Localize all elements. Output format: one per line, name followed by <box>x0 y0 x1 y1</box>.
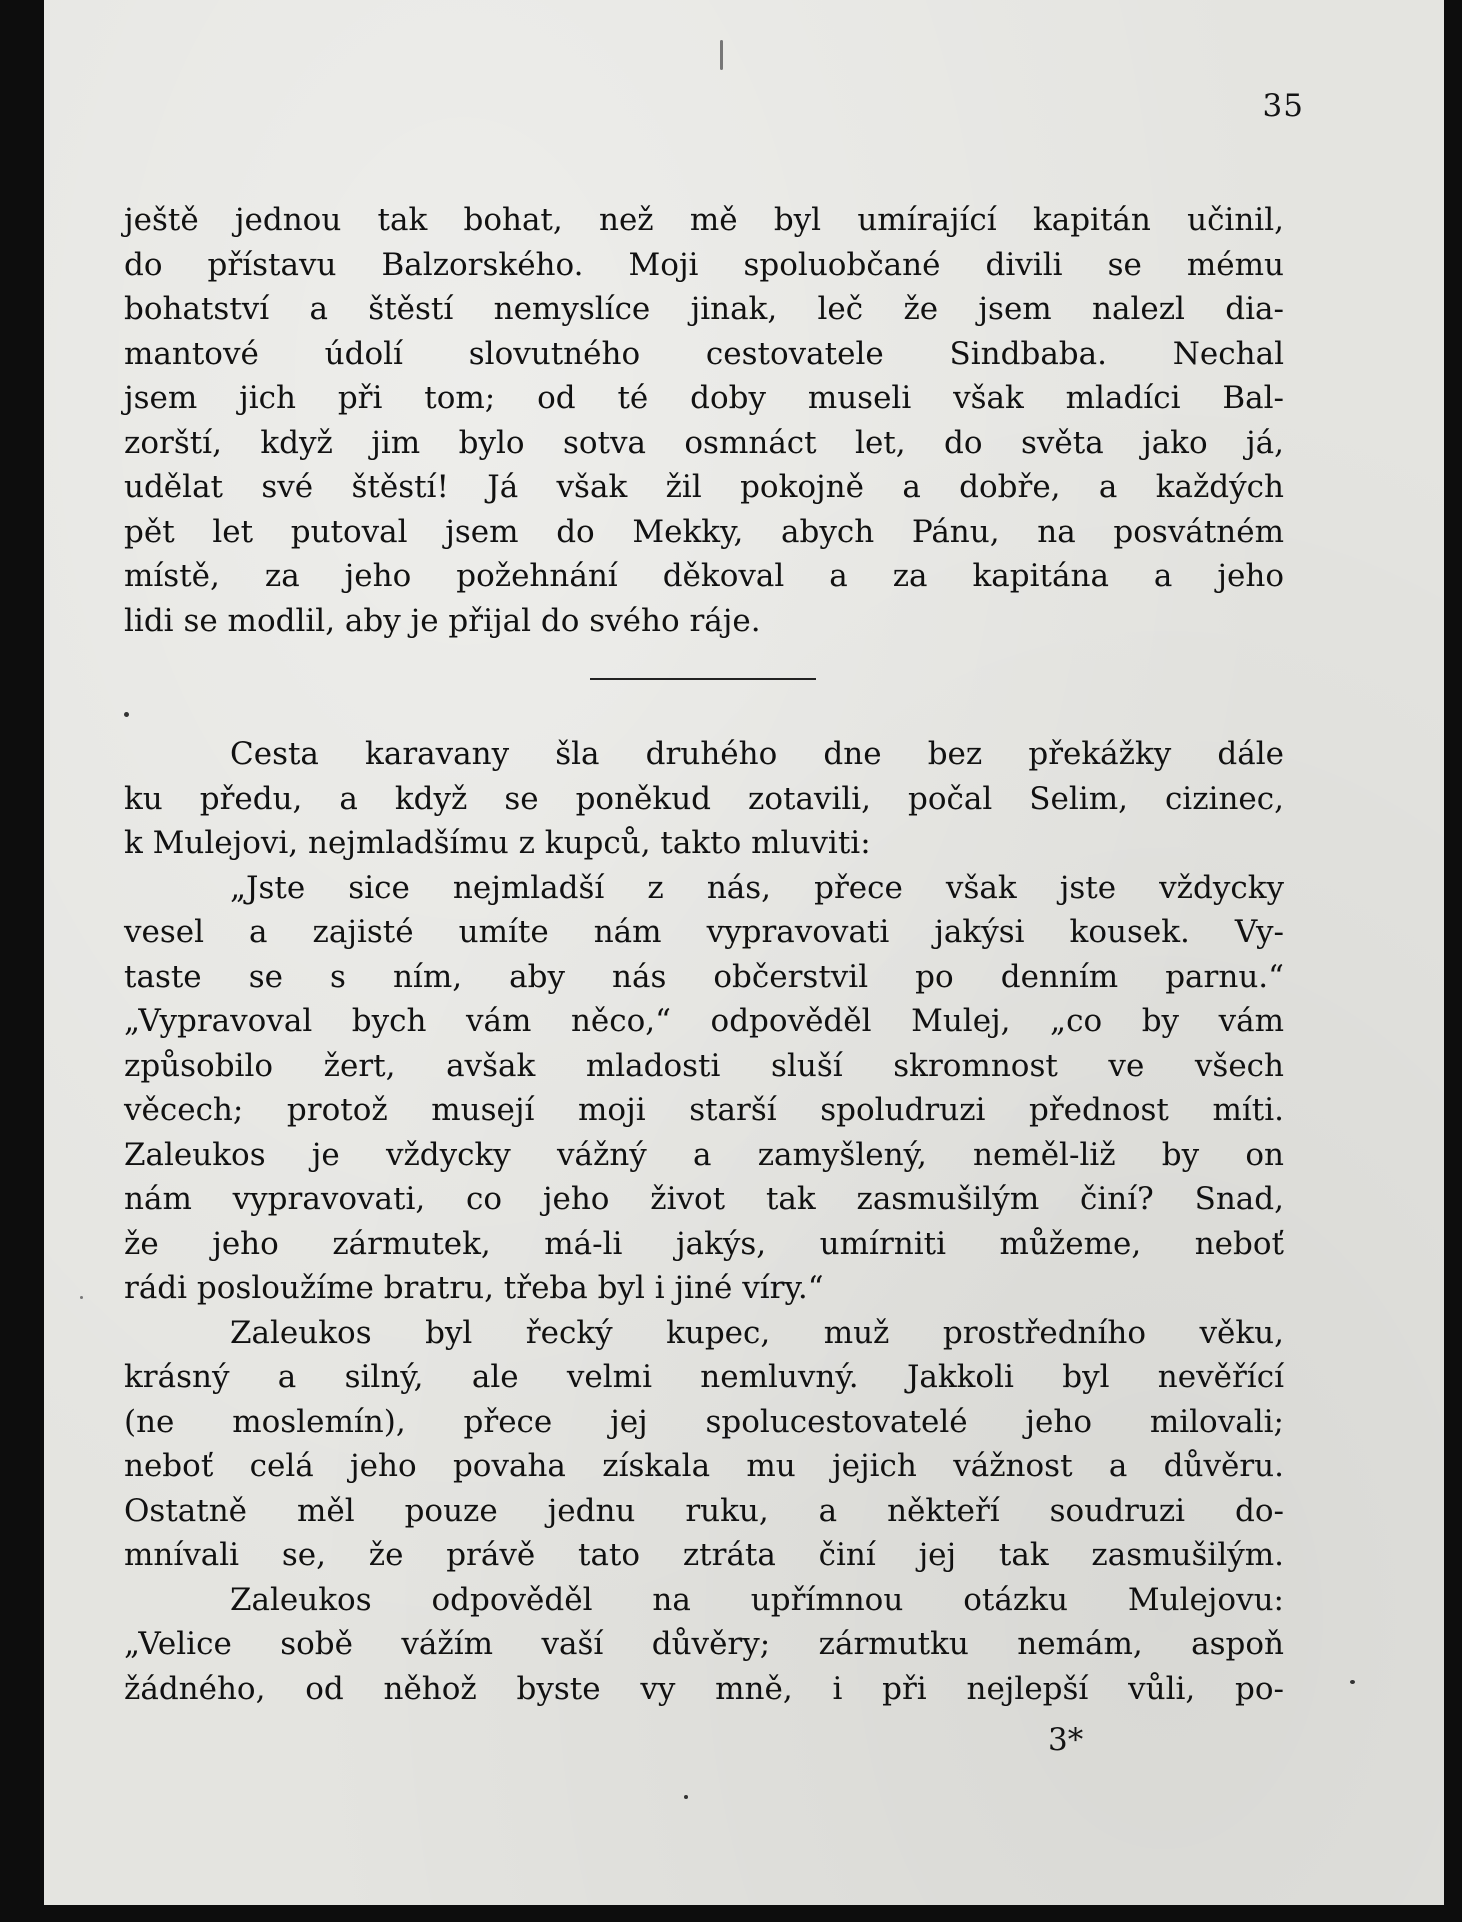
text-line: způsobilo žert, avšak mladosti sluší skromnost ve všech <box>124 1047 1284 1084</box>
print-speck <box>1350 1680 1355 1684</box>
print-speck <box>720 40 723 70</box>
text-line: Zaleukos byl řecký kupec, muž prostředního věku, <box>230 1314 1284 1351</box>
section-gap <box>124 643 1284 688</box>
text-line: bohatství a štěstí nemyslíce jinak, leč že jsem nalezl dia- <box>124 291 1284 327</box>
text-line: k Mulejovi, nejmladšímu z kupců, takto mluviti: <box>124 825 871 861</box>
text-line: Cesta karavany šla druhého dne bez překážky dále <box>230 736 1284 772</box>
text-line: „Vypravoval bych vám něco,“ odpověděl Mulej, „co by vám <box>124 1003 1284 1039</box>
text-line: rádi posloužíme bratru, třeba byl i jiné víry.“ <box>124 1270 824 1306</box>
text-line: neboť celá jeho povaha získala mu jejich vážnost a důvěru. <box>124 1448 1284 1484</box>
text-line: Ostatně měl pouze jednu ruku, a někteří soudruzi do- <box>124 1492 1284 1529</box>
body-text <box>124 198 1284 1711</box>
text-line: pět let putoval jsem do Mekky, abych Pánu, na posvátném <box>124 513 1284 550</box>
text-line: „Jste sice nejmladší z nás, přece však jste vždycky <box>230 869 1284 906</box>
text-line: ku předu, a když se poněkud zotavili, počal Selim, cizinec, <box>124 780 1284 817</box>
signature-mark: 3* <box>1048 1722 1084 1758</box>
text-line: mantové údolí slovutného cestovatele Sindbaba. Nechal <box>124 335 1284 372</box>
text-line: Zaleukos je vždycky vážný a zamyšlený, neměl-liž by on <box>124 1136 1284 1173</box>
text-line: ještě jednou tak bohat, než mě byl umírající kapitán učinil, <box>124 202 1284 238</box>
text-line: žádného, od něhož byste vy mně, i při nejlepší vůli, po- <box>124 1670 1284 1707</box>
text-line: do přístavu Balzorského. Moji spoluobčané divili se mému <box>124 246 1284 283</box>
section-divider <box>590 678 816 680</box>
print-speck <box>124 712 129 717</box>
text-line: „Velice sobě vážím vaší důvěry; zármutku nemám, aspoň <box>124 1626 1284 1662</box>
text-line: místě, za jeho požehnání děkoval a za kapitána a jeho <box>124 558 1284 594</box>
text-line: udělat své štěstí! Já však žil pokojně a dobře, a každých <box>124 469 1284 505</box>
text-line: zorští, když jim bylo sotva osmnáct let, do světa jako já, <box>124 424 1284 461</box>
book-page <box>44 0 1444 1905</box>
text-line: jsem jich při tom; od té doby museli však mladíci Bal- <box>124 380 1284 416</box>
text-line: vesel a zajisté umíte nám vypravovati jakýsi kousek. Vy- <box>124 914 1284 950</box>
print-speck <box>80 1296 83 1299</box>
text-line: lidi se modlil, aby je přijal do svého ráje. <box>124 602 761 639</box>
text-line: taste se s ním, aby nás občerstvil po denním parnu.“ <box>124 958 1284 995</box>
text-line: Zaleukos odpověděl na upřímnou otázku Mulejovu: <box>230 1581 1284 1618</box>
text-line: krásný a silný, ale velmi nemluvný. Jakkoli byl nevěřící <box>124 1359 1284 1395</box>
text-line: mnívali se, že právě tato ztráta činí jej tak zasmušilým. <box>124 1537 1284 1573</box>
text-line: že jeho zármutek, má-li jakýs, umírniti můžeme, neboť <box>124 1225 1284 1262</box>
text-line: věcech; protož musejí moji starší spoludruzi přednost míti. <box>124 1092 1284 1128</box>
page-number: 35 <box>1262 88 1304 124</box>
print-speck <box>684 1795 688 1799</box>
text-line: nám vypravovati, co jeho život tak zasmušilým činí? Snad, <box>124 1181 1284 1217</box>
section-gap <box>124 688 1284 733</box>
text-line: (ne moslemín), přece jej spolucestovatelé jeho milovali; <box>124 1403 1284 1440</box>
